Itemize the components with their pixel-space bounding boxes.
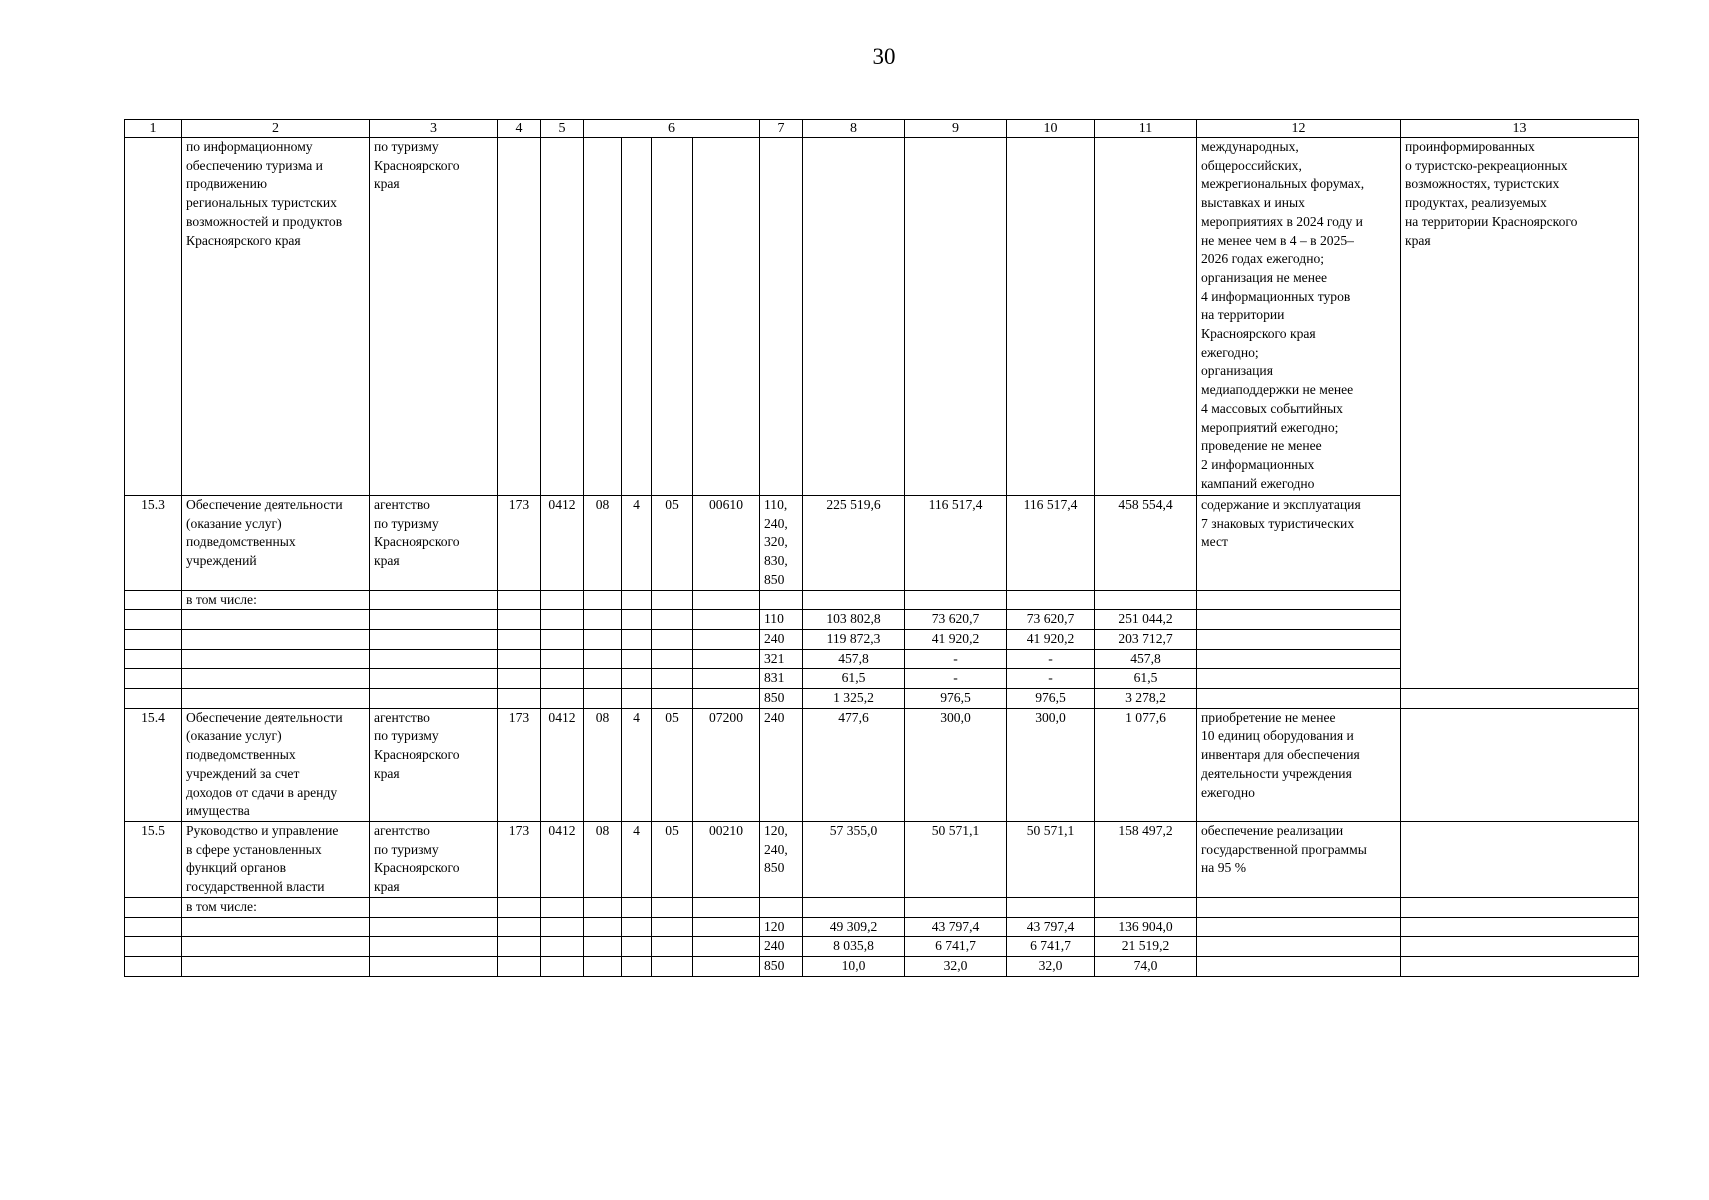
col-header: 10	[1007, 120, 1095, 138]
expected-result: международных, общероссийских, межрегиональных форумах, выставках и иных мероприятиях в 2024 году и не менее чем в 4 – в 2025– 2026 годах ежегодно; организация не менее 4 информационных туров на территории Красноярского края ежегодно; организация медиаподдержки не менее 4 массовых событийных мероприятий ежегодно; проведение не менее 2 информационных кампаний ежегодно	[1197, 138, 1401, 496]
row-number: 15.3	[125, 496, 182, 591]
col-header: 6	[584, 120, 760, 138]
measure-name: Руководство и управление в сфере установленных функций органов государственной власти	[182, 821, 370, 897]
expense-type: 850	[760, 689, 803, 709]
amount-2024: 49 309,2	[803, 917, 905, 937]
table-row	[125, 138, 1639, 496]
amount-2024: 57 355,0	[803, 821, 905, 897]
indicator: проинформированных о туристско-рекреационных возможностях, туристских продуктах, реализуемых на территории Красноярского края	[1401, 138, 1639, 689]
csr-part: 08	[584, 708, 622, 821]
csr-part: 00210	[693, 821, 760, 897]
col-header: 4	[498, 120, 541, 138]
amount-total: 74,0	[1095, 957, 1197, 977]
measure-name: Обеспечение деятельности (оказание услуг) подведомственных учреждений	[182, 496, 370, 591]
amount-2025: 50 571,1	[905, 821, 1007, 897]
grbs-code: 173	[498, 496, 541, 591]
table-row	[125, 897, 1639, 917]
amount-2024: 225 519,6	[803, 496, 905, 591]
amount-2026: 6 741,7	[1007, 937, 1095, 957]
amount-total: 3 278,2	[1095, 689, 1197, 709]
measure-name: Обеспечение деятельности (оказание услуг) подведомственных учреждений за счет доходов от сдачи в аренду имущества	[182, 708, 370, 821]
amount-total: 458 554,4	[1095, 496, 1197, 591]
col-header: 1	[125, 120, 182, 138]
measure-name: по информационному обеспечению туризма и продвижению региональных туристских возможностей и продуктов Красноярского края	[182, 138, 370, 496]
table-row	[125, 689, 1639, 709]
amount-2026: 116 517,4	[1007, 496, 1095, 591]
amount-2026: 43 797,4	[1007, 917, 1095, 937]
amount-2025: 6 741,7	[905, 937, 1007, 957]
executor: агентство по туризму Красноярского края	[370, 708, 498, 821]
amount-total: 158 497,2	[1095, 821, 1197, 897]
amount-2024: 8 035,8	[803, 937, 905, 957]
executor: по туризму Красноярского края	[370, 138, 498, 496]
expense-type: 831	[760, 669, 803, 689]
row-number: 15.4	[125, 708, 182, 821]
amount-2024: 1 325,2	[803, 689, 905, 709]
section-code: 0412	[541, 708, 584, 821]
amount-2025: 41 920,2	[905, 629, 1007, 649]
amount-2025: -	[905, 649, 1007, 669]
expense-type: 240	[760, 708, 803, 821]
amount-2026: -	[1007, 649, 1095, 669]
grbs-code: 173	[498, 821, 541, 897]
csr-part: 08	[584, 496, 622, 591]
amount-2024: 457,8	[803, 649, 905, 669]
amount-2026: 41 920,2	[1007, 629, 1095, 649]
col-header: 11	[1095, 120, 1197, 138]
page-number: 30	[872, 44, 896, 69]
table-row	[125, 821, 1639, 897]
expected-result: обеспечение реализации государственной программы на 95 %	[1197, 821, 1401, 897]
amount-2026: 50 571,1	[1007, 821, 1095, 897]
csr-part: 05	[652, 496, 693, 591]
amount-2024: 10,0	[803, 957, 905, 977]
col-header: 5	[541, 120, 584, 138]
csr-part: 05	[652, 821, 693, 897]
col-header: 9	[905, 120, 1007, 138]
amount-total: 251 044,2	[1095, 610, 1197, 630]
csr-part: 07200	[693, 708, 760, 821]
subtotal-label: в том числе:	[182, 590, 370, 610]
amount-2026: -	[1007, 669, 1095, 689]
csr-part: 4	[622, 821, 652, 897]
executor: агентство по туризму Красноярского края	[370, 496, 498, 591]
amount-2024: 103 802,8	[803, 610, 905, 630]
budget-table	[124, 119, 1639, 977]
amount-total: 136 904,0	[1095, 917, 1197, 937]
expense-type: 240	[760, 629, 803, 649]
row-number: 15.5	[125, 821, 182, 897]
amount-total: 21 519,2	[1095, 937, 1197, 957]
col-header: 2	[182, 120, 370, 138]
amount-2024: 477,6	[803, 708, 905, 821]
csr-part: 4	[622, 496, 652, 591]
amount-2025: 116 517,4	[905, 496, 1007, 591]
amount-2025: 300,0	[905, 708, 1007, 821]
expense-type: 850	[760, 957, 803, 977]
amount-2025: 976,5	[905, 689, 1007, 709]
amount-2024: 119 872,3	[803, 629, 905, 649]
csr-part: 08	[584, 821, 622, 897]
csr-part: 05	[652, 708, 693, 821]
amount-2025: 43 797,4	[905, 917, 1007, 937]
amount-2026: 976,5	[1007, 689, 1095, 709]
amount-2024: 61,5	[803, 669, 905, 689]
executor: агентство по туризму Красноярского края	[370, 821, 498, 897]
section-code: 0412	[541, 496, 584, 591]
amount-total: 457,8	[1095, 649, 1197, 669]
expense-type: 110	[760, 610, 803, 630]
expense-type: 321	[760, 649, 803, 669]
amount-total: 61,5	[1095, 669, 1197, 689]
table-row	[125, 937, 1639, 957]
expected-result: приобретение не менее 10 единиц оборудования и инвентаря для обеспечения деятельности учреждения ежегодно	[1197, 708, 1401, 821]
section-code: 0412	[541, 821, 584, 897]
amount-total: 203 712,7	[1095, 629, 1197, 649]
amount-2026: 73 620,7	[1007, 610, 1095, 630]
subtotal-label: в том числе:	[182, 897, 370, 917]
amount-2025: -	[905, 669, 1007, 689]
csr-part: 4	[622, 708, 652, 821]
expense-type: 120	[760, 917, 803, 937]
table-row	[125, 708, 1639, 821]
col-header: 8	[803, 120, 905, 138]
grbs-code: 173	[498, 708, 541, 821]
amount-2026: 32,0	[1007, 957, 1095, 977]
col-header: 3	[370, 120, 498, 138]
expense-type: 120, 240, 850	[760, 821, 803, 897]
col-header: 7	[760, 120, 803, 138]
col-header: 12	[1197, 120, 1401, 138]
col-header: 13	[1401, 120, 1639, 138]
column-number-row	[125, 120, 1639, 138]
amount-2025: 32,0	[905, 957, 1007, 977]
expected-result: содержание и эксплуатация 7 знаковых туристических мест	[1197, 496, 1401, 591]
table-row	[125, 917, 1639, 937]
amount-total: 1 077,6	[1095, 708, 1197, 821]
csr-part: 00610	[693, 496, 760, 591]
expense-type: 240	[760, 937, 803, 957]
amount-2025: 73 620,7	[905, 610, 1007, 630]
table-row	[125, 957, 1639, 977]
expense-type: 110, 240, 320, 830, 850	[760, 496, 803, 591]
amount-2026: 300,0	[1007, 708, 1095, 821]
